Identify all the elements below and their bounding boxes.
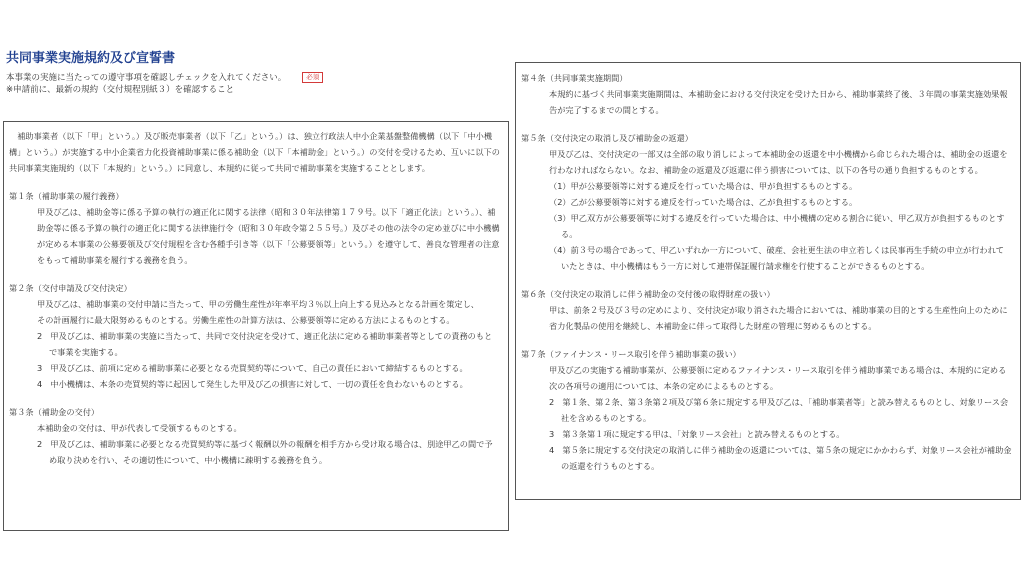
article-body: 甲及び乙の実施する補助事業が、公募要領に定めるファイナンス・リース取引を伴う補助事業である場合は、本規約に定める次の各項号の適用については、本条の定めによるものとする。 — [549, 365, 1007, 391]
article-clause: 2 第１条、第２条、第３条第２項及び第６条に規定する甲及び乙は、「補助事業者等」と読み替えるものとし、対象リース会社を含めるものとする。 — [549, 397, 1009, 423]
article-title: 第５条（交付決定の取消し及び補助金の返還） — [521, 133, 693, 143]
page-title: 共同事業実施規約及び宣誓書 — [6, 51, 176, 66]
article-body: その計画履行に最大限努めるものとする。労働生産性の計算方法は、公募要領等に定める方法によるものとする。 — [37, 315, 455, 325]
article-title: 第６条（交付決定の取消しに伴う補助金の交付後の取得財産の扱い） — [521, 289, 775, 299]
article-title: 第４条（共同事業実施期間） — [521, 73, 628, 83]
article-clause: 4 第５条に規定する交付決定の取消しに伴う補助金の返還については、第５条の規定にかかわらず、対象リース会社が補助金の返還を行うものとする。 — [549, 445, 1012, 471]
article-body: 甲及び乙は、補助事業の交付申請に当たって、甲の労働生産性が年率平均３％以上向上する見込みとなる計画を策定し、 — [37, 299, 479, 309]
article-body: 本補助金の交付は、甲が代表して受領するものとする。 — [37, 423, 242, 433]
article-5 — [521, 130, 1012, 274]
article-clause: （1）甲が公募要領等に対する違反を行っていた場合は、甲が負担するものとする。 — [549, 181, 858, 191]
article-title: 第２条（交付申請及び交付決定） — [9, 283, 132, 293]
preamble: 補助事業者（以下「甲」という。）及び販売事業者（以下「乙」という。）は、独立行政法人中小企業基盤整備機構（以下「中小機構」という。）が実施する中小企業省力化投資補助事業に係る補助金（以下「本補助金」という。）の交付を受けるため、互いに以下の共同事業実施規約（以下「本規約」という。）に同意し、本規約に従って共同で補助事業を実施することとします。 — [9, 131, 500, 173]
article-clause: （2）乙が公募要領等に対する違反を行っていた場合は、乙が負担するものとする。 — [549, 197, 858, 207]
article-title: 第１条（補助事業の履行義務） — [9, 191, 124, 201]
article-body: 甲及び乙は、交付決定の一部又は全部の取り消しによって本補助金の返還を中小機構から命じられた場合は、補助金の返還を行わなければならない。なお、補助金の返還及び返還に伴う損害については、以下の各号の通り負担するものとする。 — [549, 149, 1008, 175]
article-2 — [9, 280, 500, 392]
article-clause: 4 中小機構は、本条の売買契約等に起因して発生した甲及び乙の損害に対して、一切の責任を負わないものとする。 — [37, 379, 468, 389]
agreement-text-right[interactable] — [515, 62, 1021, 500]
article-clause: 2 甲及び乙は、補助事業の実施に当たって、共同で交付決定を受けて、適正化法に定める補助事業者等としての責務のもとで事業を実施する。 — [37, 331, 493, 357]
article-3 — [9, 404, 500, 468]
required-badge: 必須 — [302, 72, 323, 83]
article-clause: 3 第３条第１項に規定する甲は、「対象リース会社」と読み替えるものとする。 — [549, 429, 845, 439]
article-7 — [521, 346, 1012, 474]
article-body: 甲及び乙は、補助金等に係る予算の執行の適正化に関する法律（昭和３０年法律第１７９号。以下「適正化法」という。）、補助金等に係る予算の執行の適正化に関する法律施行令（昭和３０年政令第２５５号。）及びその他の法令の定め並びに中小機構が定める本事業の公募要領及び交付規程を含む各種手引き等（以下「公募要領等」という。）を遵守して、善良な管理者の注意をもって補助事業を履行する義務を負う。 — [37, 207, 500, 265]
article-body: 本規約に基づく共同事業実施期間は、本補助金における交付決定を受けた日から、補助事業終了後、３年間の事業実施効果報告が完了するまでの間とする。 — [549, 89, 1008, 115]
article-clause: （3）甲乙双方が公募要領等に対する違反を行っていた場合は、中小機構の定める割合に従い、甲乙双方が負担するものとする。 — [549, 213, 1005, 239]
article-clause: （4）前３号の場合であって、甲乙いずれか一方について、破産、会社更生法の申立若しくは民事再生手続の申立が行われていたときは、中小機構はもう一方に対して連帯保証履行請求権を行使することができるものとする。 — [549, 245, 1004, 271]
article-title: 第７条（ファイナンス・リース取引を伴う補助事業の扱い） — [521, 349, 741, 359]
instruction-text: 本事業の実施に当たっての遵守事項を確認しチェックを入れてください。 — [6, 73, 287, 83]
form-header — [6, 52, 506, 96]
article-clause: 3 甲及び乙は、前項に定める補助事業に必要となる売買契約等について、自己の責任において締結するものとする。 — [37, 363, 468, 373]
article-1 — [9, 188, 500, 268]
rule-note: ※申請前に、最新の規約（交付規程別紙３）を確認すること — [6, 85, 235, 95]
article-body: 甲は、前条２号及び３号の定めにより、交付決定が取り消された場合においては、補助事業の目的とする生産性向上のために省力化製品の使用を継続し、本補助金に伴って取得した財産の管理に努めるものとする。 — [549, 305, 1008, 331]
article-clause: 2 甲及び乙は、補助事業に必要となる売買契約等に基づく報酬以外の報酬を相手方から受け取る場合は、別途甲乙の間で予め取り決めを行い、その適切性について、中小機構に疎明する義務を負う。 — [37, 439, 493, 465]
article-4 — [521, 70, 1012, 118]
agreement-text-left[interactable] — [3, 121, 509, 531]
article-6 — [521, 286, 1012, 334]
article-title: 第３条（補助金の交付） — [9, 407, 100, 417]
instruction-line — [6, 72, 506, 84]
